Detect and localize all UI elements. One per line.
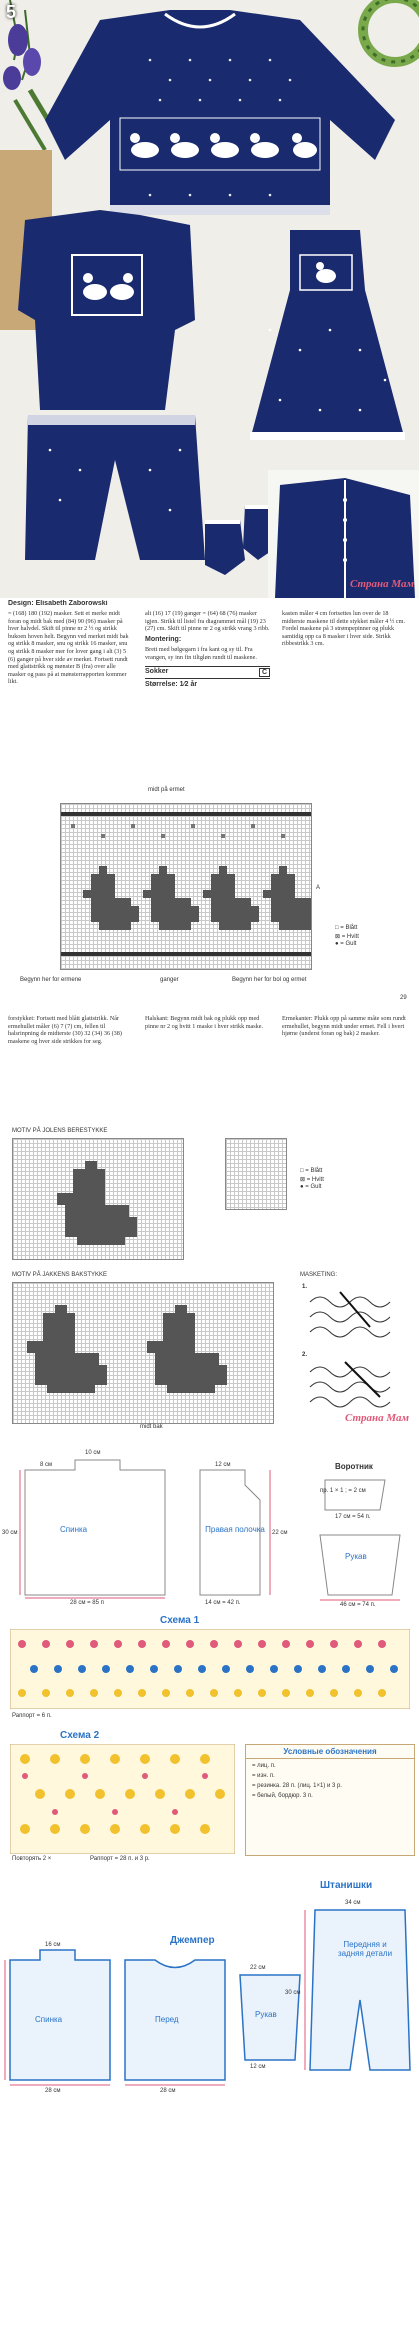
bottom-perednyaya: Передняя и задняя детали <box>337 1940 393 1958</box>
scheme-1-section <box>0 1615 419 1725</box>
masketing-fig-2: 2. <box>302 1352 308 1358</box>
motif-1-section <box>0 1128 419 1268</box>
motif-2-chart <box>12 1282 274 1424</box>
mount-heading: Montering: <box>145 635 182 643</box>
scheme-2-section <box>0 1730 419 1870</box>
chart-letter-a: A <box>316 885 321 891</box>
legend-yellow: ● = Gult <box>335 941 357 947</box>
duck-knitting-chart <box>60 803 312 970</box>
bottom-dim-30: 30 см <box>285 1990 301 1996</box>
text-column-5 <box>145 1015 270 1123</box>
watermark-text-2: Страна Мам <box>345 1412 410 1424</box>
watermark-text: Страна Мам <box>350 578 415 590</box>
motif-2-midt-bak: midt bak <box>140 1424 163 1430</box>
motif-1-small-chart <box>225 1138 287 1210</box>
motif-2-title: MOTIV PÅ JAKKENS BAKSTYKKE <box>12 1272 108 1278</box>
text-column-3 <box>282 610 412 778</box>
scheme-2-legend <box>245 1744 415 1856</box>
schematic-vorotnik: Воротник <box>335 1462 373 1471</box>
motif-1-chart <box>12 1138 184 1260</box>
text-column-4 <box>8 1015 133 1123</box>
bottom-dim-34: 34 см <box>345 1900 361 1906</box>
cardigan-schematic <box>0 1440 419 1610</box>
legend-item-4: = белый, бордюр. 3 п. <box>252 1793 313 1799</box>
page-badge: 5 <box>6 2 17 22</box>
vest-top <box>18 210 195 410</box>
bottom-dim-12: 12 см <box>250 2064 266 2070</box>
scheme-1-title: Схема 1 <box>160 1615 200 1626</box>
schematic-pravaya-polochka: Правая полочка <box>205 1525 265 1534</box>
bottom-schematics <box>0 1880 419 2324</box>
motif-2-section <box>0 1272 419 1432</box>
motif-1-title: MOTIV PÅ JOLENS BERESTYKKE <box>12 1128 108 1134</box>
duck-chart-section <box>0 785 419 1010</box>
chart-bottom-right: Begynn her for bol og ermet <box>232 977 307 983</box>
dim-22: 22 см <box>272 1530 288 1536</box>
legend-blue: □ = Blått <box>335 925 358 931</box>
design-credit: Design: Elisabeth Zaborowski <box>8 600 108 607</box>
dim-14: 14 см = 42 п. <box>205 1600 241 1606</box>
motif-1-legend-g: ● = Gult <box>300 1184 322 1190</box>
dim-12: 12 см <box>215 1462 231 1468</box>
masketing-fig-1: 1. <box>302 1284 308 1290</box>
sokker-header <box>145 666 270 680</box>
sokker-letter: C <box>259 668 270 678</box>
chart-bottom-left: Begynn her for ermene <box>20 977 82 983</box>
schematic-rukav: Рукав <box>345 1552 367 1561</box>
page-number: 29 <box>400 995 407 1001</box>
garment-photo <box>0 0 419 598</box>
baby-clothes-illustration <box>0 0 419 598</box>
dim-8: 8 см <box>40 1462 53 1468</box>
column-6-text: Ermekanter: Plukk opp på samme måte som rundt ermehullet, begynn midt under ermet. Fell i hvert hjørne (underst foran og bak) 2 masker. <box>282 1015 406 1038</box>
sokker-size: Størrelse: 1⁄2 år <box>145 681 198 689</box>
bottom-rukav: Рукав <box>255 2010 277 2019</box>
dim-46: 46 см = 74 п. <box>340 1602 376 1608</box>
scheme-1-chart <box>10 1629 410 1709</box>
legend-title: Условные обозначения <box>246 1745 414 1759</box>
legend-white: ⊠ = Hvitt <box>335 934 359 940</box>
jumper-title: Джемпер <box>170 1935 215 1946</box>
dim-28: 28 см = 85 п <box>70 1600 104 1606</box>
bottom-dim-28b: 28 см <box>160 2088 176 2094</box>
bottom-pered: Перед <box>155 2015 179 2024</box>
motif-1-legend-b: □ = Blått <box>300 1168 323 1174</box>
text-column-6 <box>282 1015 412 1123</box>
legend-item-1: = лиц. п. <box>252 1763 276 1769</box>
scheme-2-repeat: Повторять 2 × <box>12 1856 52 1862</box>
bottom-spinka: Спинка <box>35 2015 63 2024</box>
instructions-section-1 <box>0 600 419 780</box>
column-3-text: kasten måler 4 cm fortsettes lun over de 18 midterste maskene til dette stykket måler 4 ½ cm. Fordel maskene på 3 strømpepinner og plukk samtidig opp ca 8 masker i hver side. Strikk ribbestrikk 3 cm. <box>282 610 406 648</box>
scheme-2-chart <box>10 1744 235 1854</box>
ribbing-note: пр. 1 × 1 ; = 2 см <box>320 1488 366 1494</box>
shtanishki-title: Штанишки <box>320 1880 373 1891</box>
scheme-1-repeat: Раппорт = 6 п. <box>12 1713 52 1719</box>
scheme-2-repeat-note: Раппорт = 28 п. и 3 р. <box>90 1856 150 1862</box>
dim-17: 17 см = 54 п. <box>335 1514 371 1520</box>
instructions-section-2 <box>0 1015 419 1125</box>
column-4-text: forstykket: Fortsett med blått glattstrikk. Når ermehullet måler (6) 7 (7) cm, fellen til halsrinpning de midterste (30) 32 (34) 36 (38) maskene og hver side strikkes for seg. <box>8 1015 122 1045</box>
bottom-dim-28: 28 см <box>45 2088 61 2094</box>
legend-item-3: = резинка. 28 п. (лиц. 1×1) и 3 р. <box>252 1783 342 1789</box>
column-2-text: alt (16) 17 (19) ganger = (64) 68 (76) masker igjen. Strikk til listel fra diagrammet mål (19) 23 (27) cm. Skift til pinne nr 2 og strikk vrang 3 ribb. <box>145 610 270 633</box>
dim-10: 10 см <box>85 1450 101 1456</box>
bottom-dim-22: 22 см <box>250 1965 266 1971</box>
schematic-spinka: Спинка <box>60 1525 88 1534</box>
motif-1-legend-w: ⊠ = Hvitt <box>300 1177 324 1183</box>
text-column-2 <box>145 610 270 778</box>
chart-label-midt-pa-armet: midt på ermet <box>148 787 185 793</box>
masketing-illustration <box>300 1282 415 1422</box>
masketing-title: MASKETING: <box>300 1272 338 1278</box>
scheme-2-title: Схема 2 <box>60 1730 100 1741</box>
sokker-title: Sokker <box>145 667 169 675</box>
dim-30: 30 см <box>2 1530 18 1536</box>
chart-bottom-mid: ganger <box>160 977 179 983</box>
legend-item-2: = изн. п. <box>252 1773 275 1779</box>
column-5-text: Halskant: Begynn midt bak og plukk opp med pinne nr 2 og hvitt 1 maske i hver strikk maske. <box>145 1015 264 1030</box>
mount-text: Brett med bølgegarn i fra kant og sy til. Fra vrangen, sy inn fin tiltgløn rundt til maskene. <box>145 646 257 661</box>
duck-motif-chart <box>61 804 311 969</box>
text-column-1 <box>8 610 133 778</box>
bottom-dim-16: 16 см <box>45 1942 61 1948</box>
column-1-text: = (168) 180 (192) masker. Sett et merke midt foran og midt bak med (84) 90 (96) masker på hver halvdel. Skift til pinne nr 2 ½ og strikk bukoen hoven helt. Begynn ved merket midt bak og strikk 8 masker, snu og strikk 16 masker, snu og strikk 8 masker mer for lover gang i alt (3) 5 (6) ganger på hver side av merket. Fortsett rundt med glattstrikk og mønster B (fra) over alle masker og pass på at mønsterrapporten kommer likt. <box>8 610 129 686</box>
